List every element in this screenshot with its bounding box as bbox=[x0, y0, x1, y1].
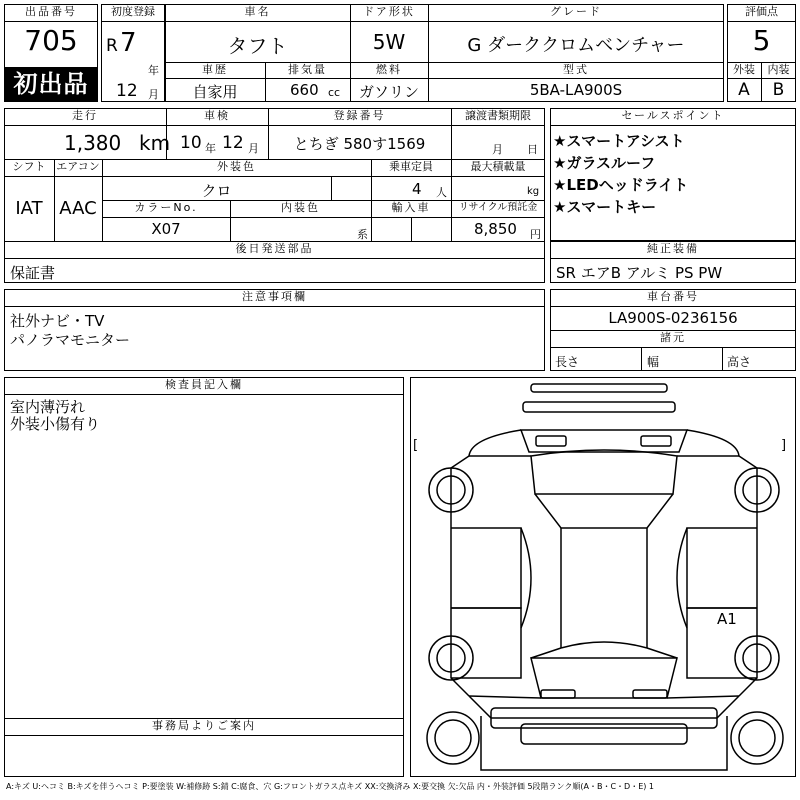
first-listing-badge: 初出品 bbox=[4, 67, 98, 102]
month-unit: 月 bbox=[148, 88, 159, 101]
plate-number: とちぎ 580す1569 bbox=[293, 135, 426, 153]
kg-unit: kg bbox=[527, 186, 540, 197]
notes-label: 注意事項欄 bbox=[242, 290, 307, 303]
transfer-month-unit: 月 bbox=[492, 143, 503, 156]
transfer-day-unit: 日 bbox=[527, 143, 538, 156]
history: 自家用 bbox=[192, 83, 238, 101]
damage-mark: A1 bbox=[717, 610, 737, 628]
first-registration-label: 初度登録 bbox=[111, 5, 155, 18]
import-label: 輸入車 bbox=[391, 201, 431, 214]
color-number-label: カラーNo. bbox=[134, 201, 198, 214]
inspection-month-unit: 月 bbox=[248, 142, 259, 155]
note-line: 社外ナビ・TV bbox=[10, 312, 105, 330]
exterior-color-label: 外装色 bbox=[217, 160, 256, 173]
standard-equipment: SR エアB アルミ PS PW bbox=[556, 264, 723, 282]
car-name-label: 車名 bbox=[244, 5, 271, 18]
inspection-label: 車検 bbox=[204, 109, 230, 122]
dimensions-label: 諸元 bbox=[660, 331, 686, 344]
history-label: 車歴 bbox=[202, 63, 228, 76]
exterior-score: A bbox=[738, 80, 750, 100]
yen-unit: 円 bbox=[530, 228, 541, 241]
grade-label: グレード bbox=[550, 5, 602, 18]
displacement-label: 排気量 bbox=[288, 63, 327, 76]
exterior-score-label: 外装 bbox=[733, 63, 755, 76]
lot-number: 705 bbox=[24, 24, 78, 57]
inspection-year-unit: 年 bbox=[205, 142, 216, 155]
inspection-month: 12 bbox=[222, 133, 244, 153]
office-notice-label: 事務局よりご案内 bbox=[152, 719, 256, 732]
plate-label: 登録番号 bbox=[333, 109, 386, 122]
person-unit: 人 bbox=[436, 186, 447, 199]
door-type: 5W bbox=[372, 30, 406, 54]
inspector-note: 室内薄汚れ bbox=[10, 398, 86, 416]
km-unit: km bbox=[139, 131, 171, 155]
height-label: 高さ bbox=[727, 355, 752, 369]
shift-label: シフト bbox=[12, 160, 46, 173]
fuel-label: 燃料 bbox=[376, 63, 402, 76]
sales-point: ★ガラスルーフ bbox=[553, 154, 656, 172]
kei-unit: 系 bbox=[357, 228, 368, 241]
grade: G ダーククロムベンチャー bbox=[467, 35, 685, 56]
aircon: AAC bbox=[59, 198, 97, 219]
length-label: 長さ bbox=[555, 355, 580, 369]
interior-color-label: 内装色 bbox=[281, 201, 320, 214]
legend: A:キズ U:ヘコミ B:キズを伴うヘコミ P:要塗装 W:補修跡 S:錆 C:腐食、穴 G:フロントガラス点キズ XX:交換済み X:要交換 欠:欠品 内・外装評価 5段階ランク順(A・B・C・D・E) 1 bbox=[6, 782, 655, 791]
inspection-year: 10 bbox=[180, 133, 202, 153]
exterior-color: クロ bbox=[201, 182, 232, 200]
sales-point: ★スマートアシスト bbox=[553, 132, 685, 150]
color-number: X07 bbox=[151, 220, 181, 238]
mileage: 1,380 bbox=[64, 131, 122, 155]
inspector-label: 検査員記入欄 bbox=[165, 378, 243, 391]
standard-equipment-label: 純正装備 bbox=[647, 242, 699, 255]
chassis-number: LA900S-0236156 bbox=[608, 309, 738, 327]
era: R bbox=[106, 36, 118, 56]
model-code: 5BA-LA900S bbox=[529, 81, 623, 99]
score-label: 評価点 bbox=[745, 5, 778, 18]
aircon-label: エアコン bbox=[56, 160, 100, 173]
inspector-note: 外装小傷有り bbox=[10, 415, 101, 433]
registration-year: 7 bbox=[120, 28, 137, 58]
sales-point: ★スマートキー bbox=[553, 198, 657, 216]
width-label: 幅 bbox=[647, 355, 660, 369]
car-body-diagram bbox=[411, 378, 796, 777]
model-code-label: 型式 bbox=[563, 63, 589, 76]
interior-score: B bbox=[772, 80, 785, 100]
recycle-deposit: 8,850 bbox=[474, 220, 517, 238]
note-line: パノラマモニター bbox=[10, 331, 131, 349]
fuel: ガソリン bbox=[358, 83, 419, 101]
sales-point: ★LEDヘッドライト bbox=[553, 176, 689, 194]
cc-unit: cc bbox=[328, 86, 341, 99]
lot-number-label: 出品番号 bbox=[25, 5, 77, 18]
door-label: ドア形状 bbox=[363, 5, 415, 18]
shift: IAT bbox=[15, 198, 43, 219]
recycle-deposit-label: リサイクル預託金 bbox=[458, 202, 538, 213]
post-parts: 保証書 bbox=[10, 264, 56, 282]
damage-diagram bbox=[410, 377, 796, 777]
inspector-box bbox=[4, 377, 404, 777]
max-load-label: 最大積載量 bbox=[470, 160, 526, 173]
year-unit: 年 bbox=[148, 64, 159, 77]
chassis-label: 車台番号 bbox=[647, 290, 699, 303]
car-name: タフト bbox=[227, 34, 288, 58]
mileage-label: 走行 bbox=[72, 109, 98, 122]
overall-score: 5 bbox=[752, 24, 771, 57]
capacity-label: 乗車定員 bbox=[389, 160, 433, 173]
bracket-left: [ bbox=[413, 438, 419, 453]
capacity: 4 bbox=[412, 180, 422, 198]
displacement: 660 bbox=[290, 81, 319, 99]
transfer-deadline-label: 譲渡書類期限 bbox=[465, 109, 531, 122]
interior-score-label: 内装 bbox=[767, 63, 790, 76]
registration-month: 12 bbox=[116, 81, 138, 101]
sales-points-label: セールスポイント bbox=[621, 109, 725, 122]
bracket-right: ] bbox=[781, 438, 787, 453]
post-parts-label: 後日発送部品 bbox=[235, 242, 314, 255]
